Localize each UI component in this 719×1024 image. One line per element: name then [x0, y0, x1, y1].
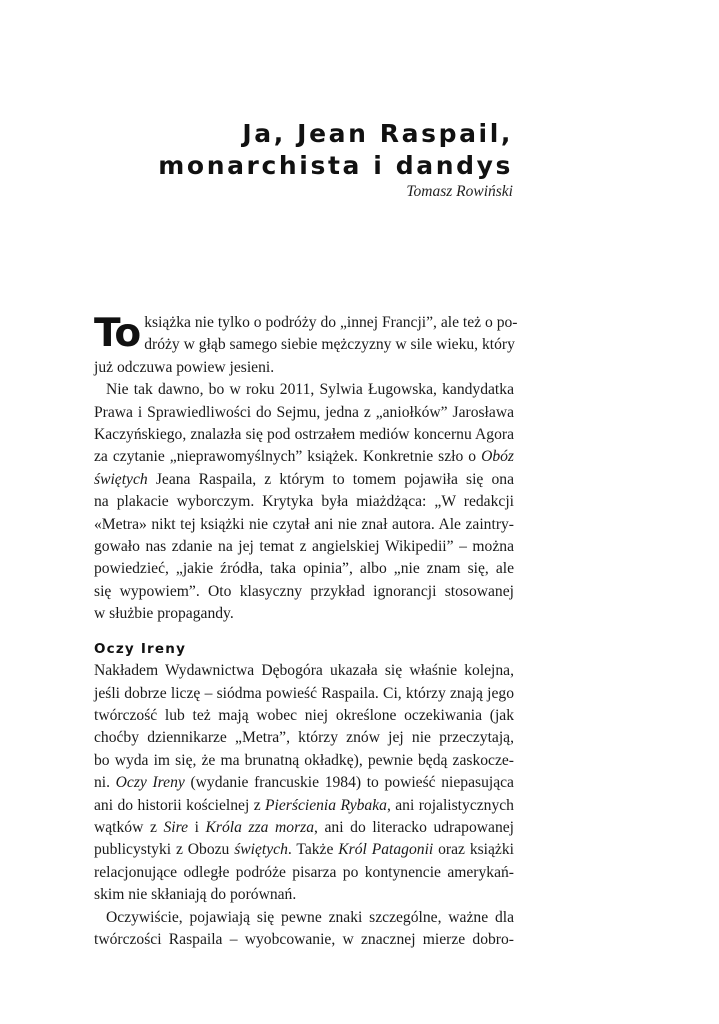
- text-line: świętych Jeana Raspaila, z którym to tomem pojawiła się ona: [94, 470, 514, 488]
- author-name: Tomasz Rowiński: [406, 183, 513, 200]
- body-text: [94, 311, 518, 951]
- paragraph-2: [94, 379, 514, 625]
- drop-cap: To: [94, 311, 141, 356]
- text-line: powiedzieć, „jakie źródła, taka opinia”, albo „nie znam się, ale: [94, 560, 514, 578]
- title-line-1: Ja, Jean Raspail,: [242, 119, 513, 148]
- text-line: gowało nas zdanie na jej temat z angielskiej Wikipedii” – można: [94, 538, 514, 556]
- text-line: skim nie skłaniają do porównań.: [94, 886, 297, 904]
- text-line: twórczości Raspaila – wyobcowanie, w znacznej mierze dobro-: [94, 930, 514, 948]
- text-line: Prawa i Sprawiedliwości do Sejmu, jedna z „aniołków” Jarosława: [94, 403, 514, 421]
- text-line: za czytanie „nieprawomyślnych” książek. Konkretnie szło o Obóz: [94, 448, 514, 466]
- text-line: na plakacie wyborczym. Krytyka była miażdżąca: „W redakcji: [94, 493, 514, 511]
- text-line: ni. Oczy Ireny (wydanie francuskie 1984) to powieść niepasująca: [94, 774, 514, 792]
- text-line: ani do historii kościelnej z Pierścienia Rybaka, ani rojalistycznych: [94, 796, 514, 814]
- text-line: relacjonujące odległe podróże pisarza po kontynencie amerykań-: [94, 863, 514, 881]
- intro-paragraph: [94, 311, 518, 379]
- text-line: «Metra» nikt tej książki nie czytał ani nie znał autora. Ale zaintry-: [94, 515, 514, 533]
- text-line: bo wyda im się, że ma brunatną okładkę), pewnie będą zaskocze-: [94, 751, 514, 769]
- text-line: się wypowiem”. Oto klasyczny przykład ignorancji stosowanej: [94, 582, 514, 600]
- title-block: [158, 118, 513, 202]
- text-line: choćby dziennikarze „Metra”, którzy znów jej nie przeczytają,: [94, 729, 514, 747]
- text-line: dróży w głąb samego siebie mężczyzny w sile wieku, który: [144, 336, 515, 354]
- text-line: jeśli dobrze liczę – siódma powieść Raspaila. Ci, którzy znają jego: [94, 684, 514, 702]
- paragraph-4: [94, 907, 514, 952]
- title-line-2: monarchista i dandys: [158, 151, 513, 180]
- section-paragraph: [94, 660, 514, 906]
- text-line: twórczość lub też mają wobec niej określone oczekiwania (jak: [94, 706, 514, 724]
- text-line: Kaczyńskiego, znalazła się pod ostrzałem mediów koncernu Agora: [94, 426, 514, 444]
- text-line: publicystyki z Obozu świętych. Także Król Patagonii oraz książki: [94, 841, 514, 859]
- text-line: w służbie propagandy.: [94, 605, 234, 623]
- text-line: książka nie tylko o podróży do „innej Francji”, ale też o po-: [144, 314, 518, 331]
- section-heading: Oczy Ireny: [94, 640, 187, 657]
- text-line: już odczuwa powiew jesieni.: [94, 358, 275, 376]
- text-line: Nakładem Wydawnictwa Dębogóra ukazała się właśnie kolejna,: [94, 662, 514, 680]
- text-line: Nie tak dawno, bo w roku 2011, Sylwia Ługowska, kandydatka: [106, 381, 514, 399]
- text-line: wątków z Sire i Króla zza morza, ani do literacko udrapowanej: [94, 818, 514, 836]
- text-line: Oczywiście, pojawiają się pewne znaki szczególne, ważne dla: [106, 908, 514, 926]
